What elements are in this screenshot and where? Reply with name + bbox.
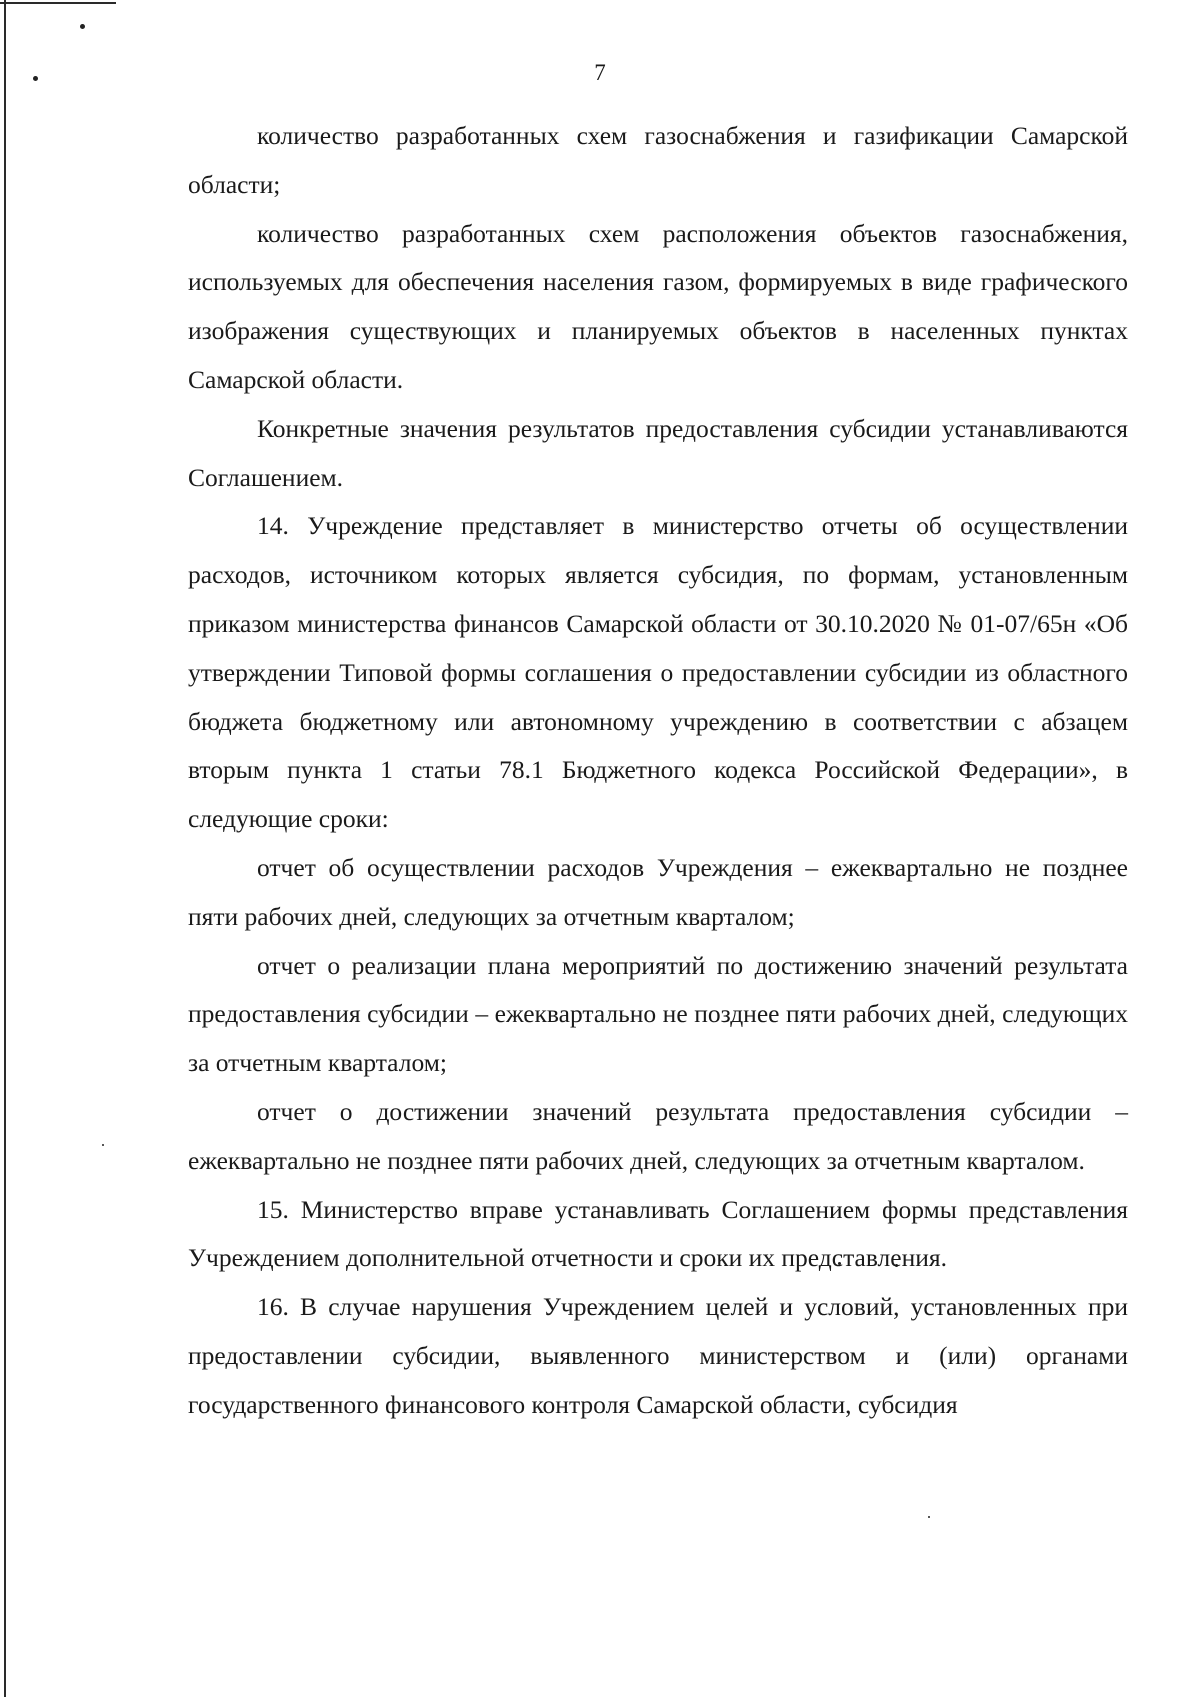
document-body — [188, 112, 1128, 1430]
scan-border-left — [4, 0, 6, 1697]
paragraph-16-violation: 16. В случае нарушения Учреждением целей и условий, установленных при предоставлении субсидии, выявленного министерством и (или) органами государственного финансового контроля Самарской области, субсидия — [188, 1292, 1128, 1419]
paragraph-expenses-report: отчет об осуществлении расходов Учреждения – ежеквартально не позднее пяти рабочих дней, следующих за отчетным кварталом; — [188, 852, 1128, 931]
paragraph-results-report: отчет о достижении значений результата предоставления субсидии – ежеквартально не позднее пяти рабочих дней, следующих за отчетным кварталом. — [188, 1096, 1128, 1175]
scan-speck — [928, 1516, 930, 1518]
scan-speck — [102, 1144, 104, 1146]
paragraph-location-schemes-count: количество разработанных схем расположения объектов газоснабжения, используемых для обеспечения населения газом, формируемых в виде графического изображения существующих и планируемых объектов в населенных пунктах Самарской области. — [188, 218, 1128, 394]
scan-speck — [80, 24, 85, 29]
paragraph-15-additional-reporting: 15. Министерство вправе устанавливать Соглашением формы представления Учреждением дополнительной отчетности и сроки их представления. — [188, 1194, 1128, 1273]
paragraph-gas-supply-schemes-count: количество разработанных схем газоснабжения и газификации Самарской области; — [188, 121, 1128, 199]
page-number: 7 — [594, 60, 606, 85]
paragraph-specific-values: Конкретные значения результатов предоставления субсидии устанавливаются Соглашением. — [188, 413, 1128, 492]
paragraph-14-reports: 14. Учреждение представляет в министерство отчеты об осуществлении расходов, источником которых является субсидия, по формам, установленным приказом министерства финансов Самарской области от 30.10.2020 № 01-07/65н «Об утверждении Типовой формы соглашения о предоставлении субсидии из областного бюджета бюджетному или автономному учреждению в соответствии с абзацем вторым пункта 1 статьи 78.1 Бюджетного кодекса Российской Федерации», в следующие сроки: — [188, 511, 1128, 834]
scan-border-top — [0, 2, 116, 4]
paragraph-plan-report: отчет о реализации плана мероприятий по достижению значений результата предоставления субсидии – ежеквартально не позднее пяти рабочих дней, следующих за отчетным кварталом; — [188, 950, 1128, 1078]
